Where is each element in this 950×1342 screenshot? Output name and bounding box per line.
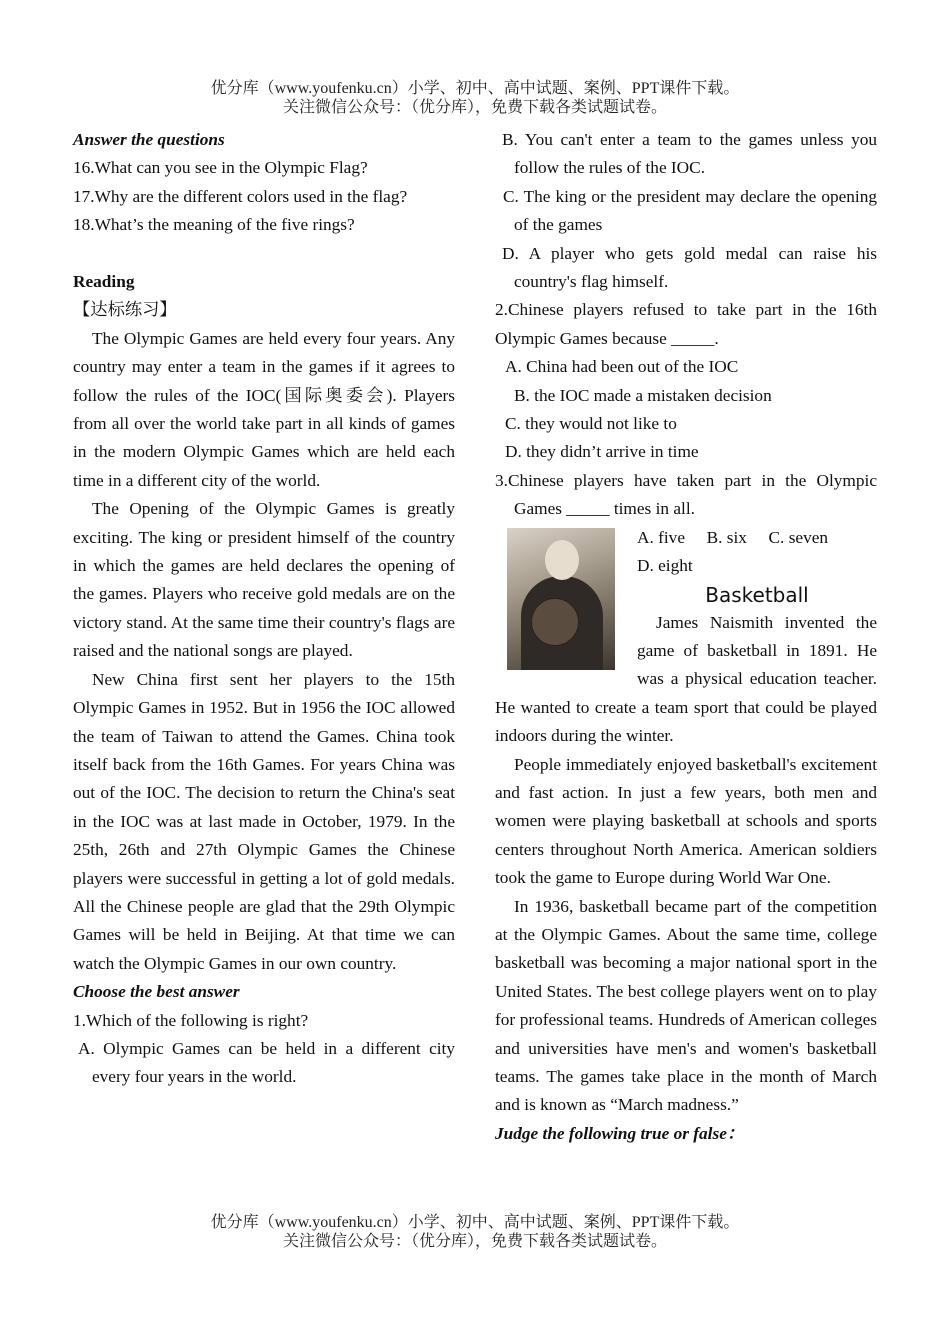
- james-naismith-photo: [507, 528, 615, 670]
- mc2-option-c: C. they would not like to: [505, 414, 677, 434]
- answer-questions-heading: Answer the questions: [73, 130, 225, 149]
- basketball-paragraph-1: James Naismith invented the game of basketball in 1891. He was a physical education teacher. He wanted to create a team sport that could be played indoors during the winter.: [495, 612, 877, 746]
- mc2-option-a: A. China had been out of the IOC: [505, 357, 739, 377]
- mc1-option-d: D. A player who gets gold medal can raise his country's flag himself.: [502, 243, 877, 292]
- header-line-2: 关注微信公众号：（优分库），免费下载各类试题试卷。: [282, 99, 667, 116]
- olympic-paragraph-3: New China first sent her players to the 15th Olympic Games in 1952. But in 1956 the IOC allowed the team of Taiwan to attend the Games. China took itself back from the 16th Games. For years China was out of the IOC. The decision to return the China's seat in the IOC was at last made in October, 1979. In the 25th, 26th and 27th Olympic Games the Chinese players were successful in getting a lot of gold medals. All the Chinese people are glad that the 29th Olympic Games will be held in Beijing. At that time we can watch the Olympic Games in our own country.: [73, 669, 455, 973]
- page-footer: [0, 1213, 950, 1251]
- mc2-option-d: D. they didn’t arrive in time: [505, 442, 699, 462]
- question-16: 16.What can you see in the Olympic Flag?: [73, 158, 368, 178]
- judge-true-false-heading: Judge the following true or false：: [495, 1123, 745, 1143]
- choose-best-answer-heading: Choose the best answer: [73, 982, 240, 1002]
- mc1-option-a: A. Olympic Games can be held in a different city every four years in the world.: [78, 1038, 455, 1087]
- basketball-title: Basketball: [705, 582, 809, 607]
- header-line-1: 优分库（www.youfenku.cn）小学、初中、高中试题、案例、PPT课件下载。: [210, 80, 740, 97]
- photo-figure-head: [545, 540, 579, 580]
- basketball-icon: [531, 598, 579, 646]
- mc1-option-b: B. You can't enter a team to the games unless you follow the rules of the IOC.: [502, 130, 877, 178]
- spacer: [73, 240, 455, 268]
- mc1-option-c: C. The king or the president may declare the opening of the games: [503, 186, 877, 235]
- page-header: [0, 79, 950, 117]
- mc3-option-d: D. eight: [637, 556, 693, 576]
- right-column: [495, 126, 877, 1148]
- olympic-paragraph-2: The Opening of the Olympic Games is greatly exciting. The king or president himself of the country in which the games are held declares the opening of the games. Players who receive gold medals are on the victory stand. At the same time their country's flags are raised and the national songs are played.: [73, 499, 455, 661]
- mc2-option-b: B. the IOC made a mistaken decision: [514, 385, 772, 405]
- mc-question-3: 3.Chinese players have taken part in the Olympic Games _____ times in all.: [495, 470, 877, 519]
- basketball-paragraph-3: In 1936, basketball became part of the competition at the Olympic Games. About the same time, college basketball was becoming a major national sport in the United States. The best college players went on to play for professional teams. Hundreds of American colleges and universities have men's and women's basketball teams. The games take place in the month of March and is known as “March madness.”: [495, 896, 877, 1115]
- question-18: 18.What’s the meaning of the five rings?: [73, 215, 355, 235]
- basketball-paragraph-2: People immediately enjoyed basketball's excitement and fast action. In just a few years, both men and women were playing basketball at schools and sports centers throughout North America. American soldiers took the game to Europe during World War One.: [495, 754, 877, 888]
- footer-line-1: 优分库（www.youfenku.cn）小学、初中、高中试题、案例、PPT课件下载。: [210, 1214, 740, 1231]
- reading-heading: Reading: [73, 272, 135, 292]
- practice-heading: 【达标练习】: [73, 300, 177, 320]
- olympic-paragraph-1: The Olympic Games are held every four years. Any country may enter a team in the games if it agrees to follow the rules of the IOC(国际奥委会). Players from all over the world take part in all kinds of games in the modern Olympic Games which are held each time in a different city of the world.: [73, 328, 455, 490]
- footer-line-2: 关注微信公众号：（优分库），免费下载各类试题试卷。: [282, 1233, 667, 1250]
- left-column: [73, 126, 455, 1092]
- mc3-options-abc: A. five B. six C. seven: [637, 527, 829, 547]
- question-17: 17.Why are the different colors used in the flag?: [73, 186, 408, 206]
- mc-question-1: 1.Which of the following is right?: [73, 1010, 309, 1030]
- mc-question-2: 2.Chinese players refused to take part in the 16th Olympic Games because _____.: [495, 300, 877, 348]
